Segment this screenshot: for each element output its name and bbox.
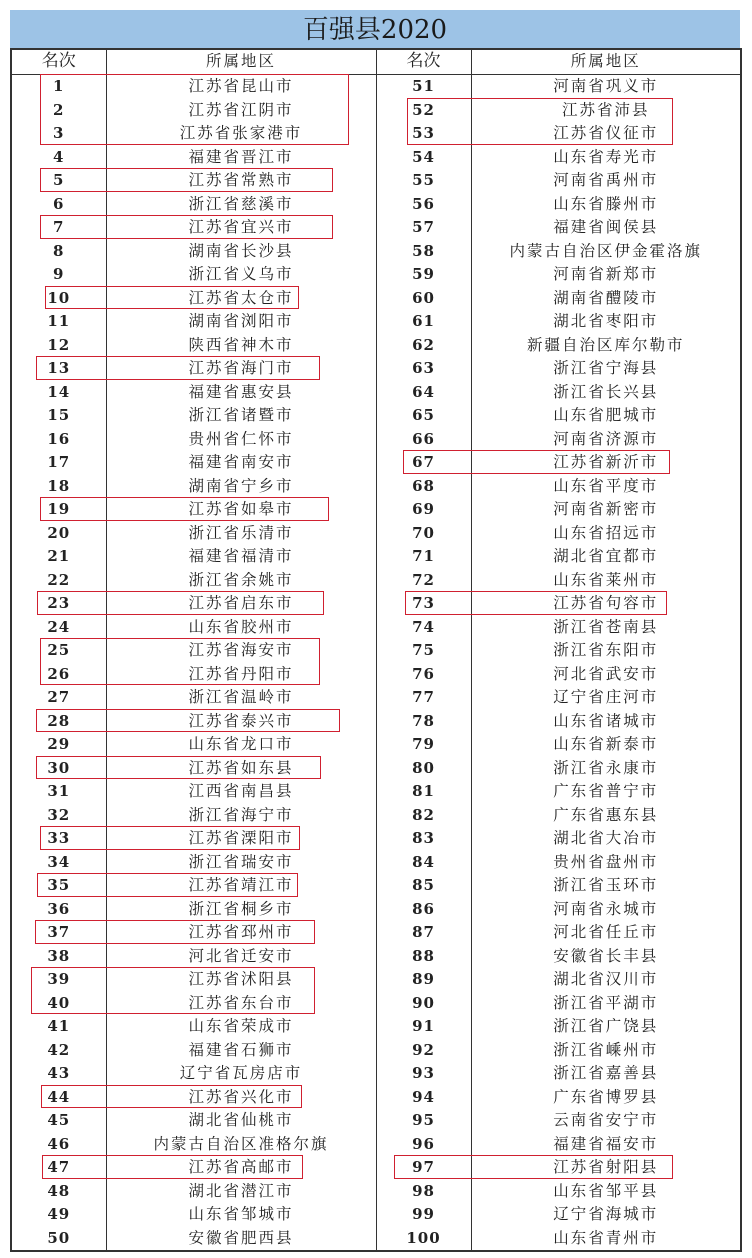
rank-cell: 62 (376, 334, 471, 358)
rank-cell: 67 (376, 451, 471, 475)
table-row (11, 945, 741, 969)
table-row (11, 498, 741, 522)
region-cell: 江苏省如东县 (106, 757, 376, 781)
rank-cell: 58 (376, 240, 471, 264)
table-row (11, 287, 741, 311)
rank-cell: 20 (47, 523, 71, 542)
table-row (11, 898, 741, 922)
region-cell: 江苏省句容市 (471, 592, 741, 616)
region-cell: 湖北省枣阳市 (471, 310, 741, 334)
table-row (11, 733, 741, 757)
ranking-table (10, 48, 742, 1252)
region-cell: 江苏省射阳县 (471, 1156, 741, 1180)
table-row (11, 1227, 741, 1252)
region-cell: 浙江省慈溪市 (106, 193, 376, 217)
region-cell: 福建省晋江市 (106, 146, 376, 170)
rank-cell: 22 (47, 570, 71, 589)
region-cell: 山东省荣成市 (106, 1015, 376, 1039)
table-row (11, 804, 741, 828)
rank-cell: 1 (53, 77, 65, 95)
rank-cell: 81 (376, 780, 471, 804)
table-row (11, 874, 741, 898)
region-cell: 河南省永城市 (471, 898, 741, 922)
rank-cell: 26 (47, 664, 71, 683)
region-cell: 山东省邹平县 (471, 1180, 741, 1204)
rank-cell: 35 (47, 876, 71, 894)
region-cell: 湖北省汉川市 (471, 968, 741, 992)
rank-cell: 13 (47, 359, 71, 377)
region-cell: 江苏省太仓市 (106, 287, 376, 311)
table-row (11, 968, 741, 992)
table-row (11, 1109, 741, 1133)
rank-cell: 2 (53, 100, 65, 119)
region-cell: 云南省安宁市 (471, 1109, 741, 1133)
region-cell: 福建省闽侯县 (471, 216, 741, 240)
rank-cell: 54 (376, 146, 471, 170)
region-cell: 广东省博罗县 (471, 1086, 741, 1110)
region-cell: 江苏省昆山市 (106, 75, 376, 99)
rank-cell: 43 (47, 1064, 71, 1082)
sheet-title: 百强县2020 (10, 10, 740, 48)
table-row (11, 1062, 741, 1086)
rank-cell: 53 (376, 122, 471, 146)
table-row (11, 451, 741, 475)
table-row (11, 475, 741, 499)
region-cell: 湖北省宜都市 (471, 545, 741, 569)
region-cell: 陕西省神木市 (106, 334, 376, 358)
rank-cell: 90 (376, 992, 471, 1016)
region-cell: 辽宁省海城市 (471, 1203, 741, 1227)
rank-cell: 70 (376, 522, 471, 546)
rank-cell: 5 (53, 171, 65, 189)
rank-cell: 19 (47, 500, 71, 518)
table-row (11, 992, 741, 1016)
region-cell: 江苏省邳州市 (106, 921, 376, 945)
rank-cell: 50 (47, 1228, 71, 1247)
ranking-sheet (10, 10, 740, 1252)
rank-cell: 24 (47, 617, 71, 636)
rank-cell: 10 (47, 288, 71, 307)
table-row (11, 1039, 741, 1063)
region-cell: 江苏省靖江市 (106, 874, 376, 898)
region-cell: 广东省惠东县 (471, 804, 741, 828)
rank-cell: 3 (53, 124, 65, 142)
rank-cell: 78 (376, 710, 471, 734)
rank-cell: 7 (53, 218, 65, 236)
region-cell: 湖北省仙桃市 (106, 1109, 376, 1133)
rank-cell: 29 (47, 735, 71, 753)
region-cell: 山东省邹城市 (106, 1203, 376, 1227)
rank-cell: 66 (376, 428, 471, 452)
region-cell: 江苏省启东市 (106, 592, 376, 616)
region-cell: 浙江省永康市 (471, 757, 741, 781)
region-cell: 浙江省桐乡市 (106, 898, 376, 922)
region-cell: 福建省南安市 (106, 451, 376, 475)
rank-cell: 96 (376, 1133, 471, 1157)
region-cell: 湖北省潜江市 (106, 1180, 376, 1204)
region-cell: 山东省胶州市 (106, 616, 376, 640)
table-row (11, 710, 741, 734)
rank-cell: 11 (47, 312, 71, 330)
region-cell: 浙江省宁海县 (471, 357, 741, 381)
region-cell: 江苏省海安市 (106, 639, 376, 663)
region-cell: 江苏省兴化市 (106, 1086, 376, 1110)
rank-cell: 14 (47, 382, 71, 401)
header-region-right: 所属地区 (471, 49, 741, 75)
region-cell: 湖北省大冶市 (471, 827, 741, 851)
region-cell: 江苏省新沂市 (471, 451, 741, 475)
region-cell: 山东省莱州市 (471, 569, 741, 593)
region-cell: 内蒙古自治区伊金霍洛旗 (471, 240, 741, 264)
rank-cell: 79 (376, 733, 471, 757)
region-cell: 浙江省乐清市 (106, 522, 376, 546)
table-row (11, 851, 741, 875)
region-cell: 浙江省嘉善县 (471, 1062, 741, 1086)
rank-cell: 40 (47, 993, 71, 1012)
region-cell: 河南省济源市 (471, 428, 741, 452)
rank-cell: 91 (376, 1015, 471, 1039)
rank-cell: 25 (47, 641, 71, 659)
rank-cell: 30 (47, 758, 71, 777)
table-row (11, 569, 741, 593)
region-cell: 浙江省义乌市 (106, 263, 376, 287)
table-row (11, 75, 741, 99)
table-row (11, 1015, 741, 1039)
rank-cell: 93 (376, 1062, 471, 1086)
rank-cell: 6 (53, 194, 65, 213)
rank-cell: 87 (376, 921, 471, 945)
region-cell: 江苏省沛县 (471, 99, 741, 123)
region-cell: 江苏省沭阳县 (106, 968, 376, 992)
rank-cell: 95 (376, 1109, 471, 1133)
region-cell: 河南省巩义市 (471, 75, 741, 99)
table-row (11, 757, 741, 781)
rank-cell: 44 (47, 1087, 71, 1106)
table-row (11, 780, 741, 804)
rank-cell: 60 (376, 287, 471, 311)
rank-cell: 75 (376, 639, 471, 663)
region-cell: 河南省禹州市 (471, 169, 741, 193)
rank-cell: 92 (376, 1039, 471, 1063)
table-row (11, 545, 741, 569)
rank-cell: 38 (47, 946, 71, 965)
table-row (11, 381, 741, 405)
rank-cell: 83 (376, 827, 471, 851)
region-cell: 福建省石狮市 (106, 1039, 376, 1063)
region-cell: 新疆自治区库尔勒市 (471, 334, 741, 358)
rank-cell: 33 (47, 829, 71, 847)
rank-cell: 65 (376, 404, 471, 428)
rank-cell: 74 (376, 616, 471, 640)
header-rank-right: 名次 (376, 49, 471, 75)
rank-cell: 46 (47, 1134, 71, 1153)
header-rank-left: 名次 (11, 49, 106, 75)
region-cell: 江苏省张家港市 (106, 122, 376, 146)
rank-cell: 59 (376, 263, 471, 287)
region-cell: 山东省肥城市 (471, 404, 741, 428)
region-cell: 广东省普宁市 (471, 780, 741, 804)
table-row (11, 1086, 741, 1110)
region-cell: 山东省诸城市 (471, 710, 741, 734)
table-row (11, 404, 741, 428)
region-cell: 辽宁省庄河市 (471, 686, 741, 710)
rank-cell: 94 (376, 1086, 471, 1110)
region-cell: 江苏省仪征市 (471, 122, 741, 146)
table-row (11, 310, 741, 334)
rank-cell: 8 (53, 241, 65, 260)
rank-cell: 34 (47, 852, 71, 871)
region-cell: 山东省滕州市 (471, 193, 741, 217)
rank-cell: 56 (376, 193, 471, 217)
region-cell: 江苏省宜兴市 (106, 216, 376, 240)
region-cell: 江苏省如皋市 (106, 498, 376, 522)
region-cell: 江苏省泰兴市 (106, 710, 376, 734)
rank-cell: 39 (47, 970, 71, 988)
region-cell: 江苏省海门市 (106, 357, 376, 381)
table-row (11, 616, 741, 640)
rank-cell: 4 (53, 147, 65, 166)
rank-cell: 72 (376, 569, 471, 593)
region-cell: 浙江省嵊州市 (471, 1039, 741, 1063)
region-cell: 山东省龙口市 (106, 733, 376, 757)
rank-cell: 69 (376, 498, 471, 522)
region-cell: 山东省新泰市 (471, 733, 741, 757)
table-row (11, 357, 741, 381)
rank-cell: 71 (376, 545, 471, 569)
rank-cell: 97 (376, 1156, 471, 1180)
rank-cell: 88 (376, 945, 471, 969)
region-cell: 江苏省东台市 (106, 992, 376, 1016)
table-row (11, 146, 741, 170)
table-row (11, 1133, 741, 1157)
rank-cell: 80 (376, 757, 471, 781)
table-row (11, 1203, 741, 1227)
table-row (11, 122, 741, 146)
table-row (11, 1156, 741, 1180)
region-cell: 江苏省江阴市 (106, 99, 376, 123)
rank-cell: 45 (47, 1111, 71, 1129)
rank-cell: 85 (376, 874, 471, 898)
rank-cell: 55 (376, 169, 471, 193)
table-row (11, 99, 741, 123)
rank-cell: 37 (47, 923, 71, 941)
rank-cell: 17 (47, 453, 71, 471)
rank-cell: 99 (376, 1203, 471, 1227)
region-cell: 浙江省平湖市 (471, 992, 741, 1016)
region-cell: 江西省南昌县 (106, 780, 376, 804)
rank-cell: 32 (47, 805, 71, 824)
table-row (11, 663, 741, 687)
region-cell: 浙江省玉环市 (471, 874, 741, 898)
region-cell: 浙江省长兴县 (471, 381, 741, 405)
region-cell: 山东省招远市 (471, 522, 741, 546)
rank-cell: 15 (47, 406, 71, 424)
rank-cell: 68 (376, 475, 471, 499)
rank-cell: 64 (376, 381, 471, 405)
table-row (11, 827, 741, 851)
rank-cell: 23 (47, 594, 71, 612)
rank-cell: 9 (53, 265, 65, 283)
region-cell: 安徽省肥西县 (106, 1227, 376, 1252)
region-cell: 浙江省东阳市 (471, 639, 741, 663)
header-region-left: 所属地区 (106, 49, 376, 75)
rank-cell: 52 (376, 99, 471, 123)
region-cell: 河南省新密市 (471, 498, 741, 522)
rank-cell: 76 (376, 663, 471, 687)
rank-cell: 82 (376, 804, 471, 828)
rank-cell: 100 (376, 1227, 471, 1252)
table-row (11, 428, 741, 452)
rank-cell: 28 (47, 711, 71, 730)
region-cell: 湖南省醴陵市 (471, 287, 741, 311)
region-cell: 河南省新郑市 (471, 263, 741, 287)
table-row (11, 686, 741, 710)
table-row (11, 193, 741, 217)
rank-cell: 18 (47, 476, 71, 495)
rank-cell: 49 (47, 1205, 71, 1223)
rank-cell: 84 (376, 851, 471, 875)
region-cell: 湖南省浏阳市 (106, 310, 376, 334)
rank-cell: 41 (47, 1017, 71, 1035)
region-cell: 浙江省苍南县 (471, 616, 741, 640)
table-row (11, 169, 741, 193)
region-cell: 辽宁省瓦房店市 (106, 1062, 376, 1086)
rank-cell: 86 (376, 898, 471, 922)
region-cell: 浙江省温岭市 (106, 686, 376, 710)
region-cell: 福建省福安市 (471, 1133, 741, 1157)
rank-cell: 51 (376, 75, 471, 99)
rank-cell: 47 (47, 1158, 71, 1176)
table-row (11, 240, 741, 264)
region-cell: 浙江省广饶县 (471, 1015, 741, 1039)
rank-cell: 12 (47, 335, 71, 354)
region-cell: 湖南省宁乡市 (106, 475, 376, 499)
region-cell: 山东省寿光市 (471, 146, 741, 170)
region-cell: 江苏省丹阳市 (106, 663, 376, 687)
region-cell: 浙江省海宁市 (106, 804, 376, 828)
rank-cell: 48 (47, 1181, 71, 1200)
region-cell: 河北省任丘市 (471, 921, 741, 945)
region-cell: 河北省武安市 (471, 663, 741, 687)
table-row (11, 639, 741, 663)
table-row (11, 216, 741, 240)
region-cell: 浙江省余姚市 (106, 569, 376, 593)
region-cell: 江苏省溧阳市 (106, 827, 376, 851)
rank-cell: 89 (376, 968, 471, 992)
region-cell: 福建省惠安县 (106, 381, 376, 405)
region-cell: 安徽省长丰县 (471, 945, 741, 969)
region-cell: 江苏省常熟市 (106, 169, 376, 193)
region-cell: 内蒙古自治区准格尔旗 (106, 1133, 376, 1157)
rank-cell: 98 (376, 1180, 471, 1204)
rank-cell: 73 (376, 592, 471, 616)
header-row (11, 49, 741, 75)
region-cell: 江苏省高邮市 (106, 1156, 376, 1180)
region-cell: 河北省迁安市 (106, 945, 376, 969)
rank-cell: 36 (47, 899, 71, 918)
region-cell: 湖南省长沙县 (106, 240, 376, 264)
rank-cell: 27 (47, 688, 71, 706)
region-cell: 贵州省盘州市 (471, 851, 741, 875)
rank-cell: 57 (376, 216, 471, 240)
rank-cell: 21 (47, 547, 71, 565)
table-row (11, 921, 741, 945)
rank-cell: 61 (376, 310, 471, 334)
table-row (11, 334, 741, 358)
table-row (11, 263, 741, 287)
region-cell: 山东省青州市 (471, 1227, 741, 1252)
rank-cell: 77 (376, 686, 471, 710)
rank-cell: 63 (376, 357, 471, 381)
rank-cell: 16 (47, 429, 71, 448)
table-row (11, 1180, 741, 1204)
rank-cell: 42 (47, 1040, 71, 1059)
region-cell: 浙江省瑞安市 (106, 851, 376, 875)
region-cell: 福建省福清市 (106, 545, 376, 569)
table-row (11, 592, 741, 616)
region-cell: 浙江省诸暨市 (106, 404, 376, 428)
table-row (11, 522, 741, 546)
region-cell: 贵州省仁怀市 (106, 428, 376, 452)
region-cell: 山东省平度市 (471, 475, 741, 499)
rank-cell: 31 (47, 782, 71, 800)
